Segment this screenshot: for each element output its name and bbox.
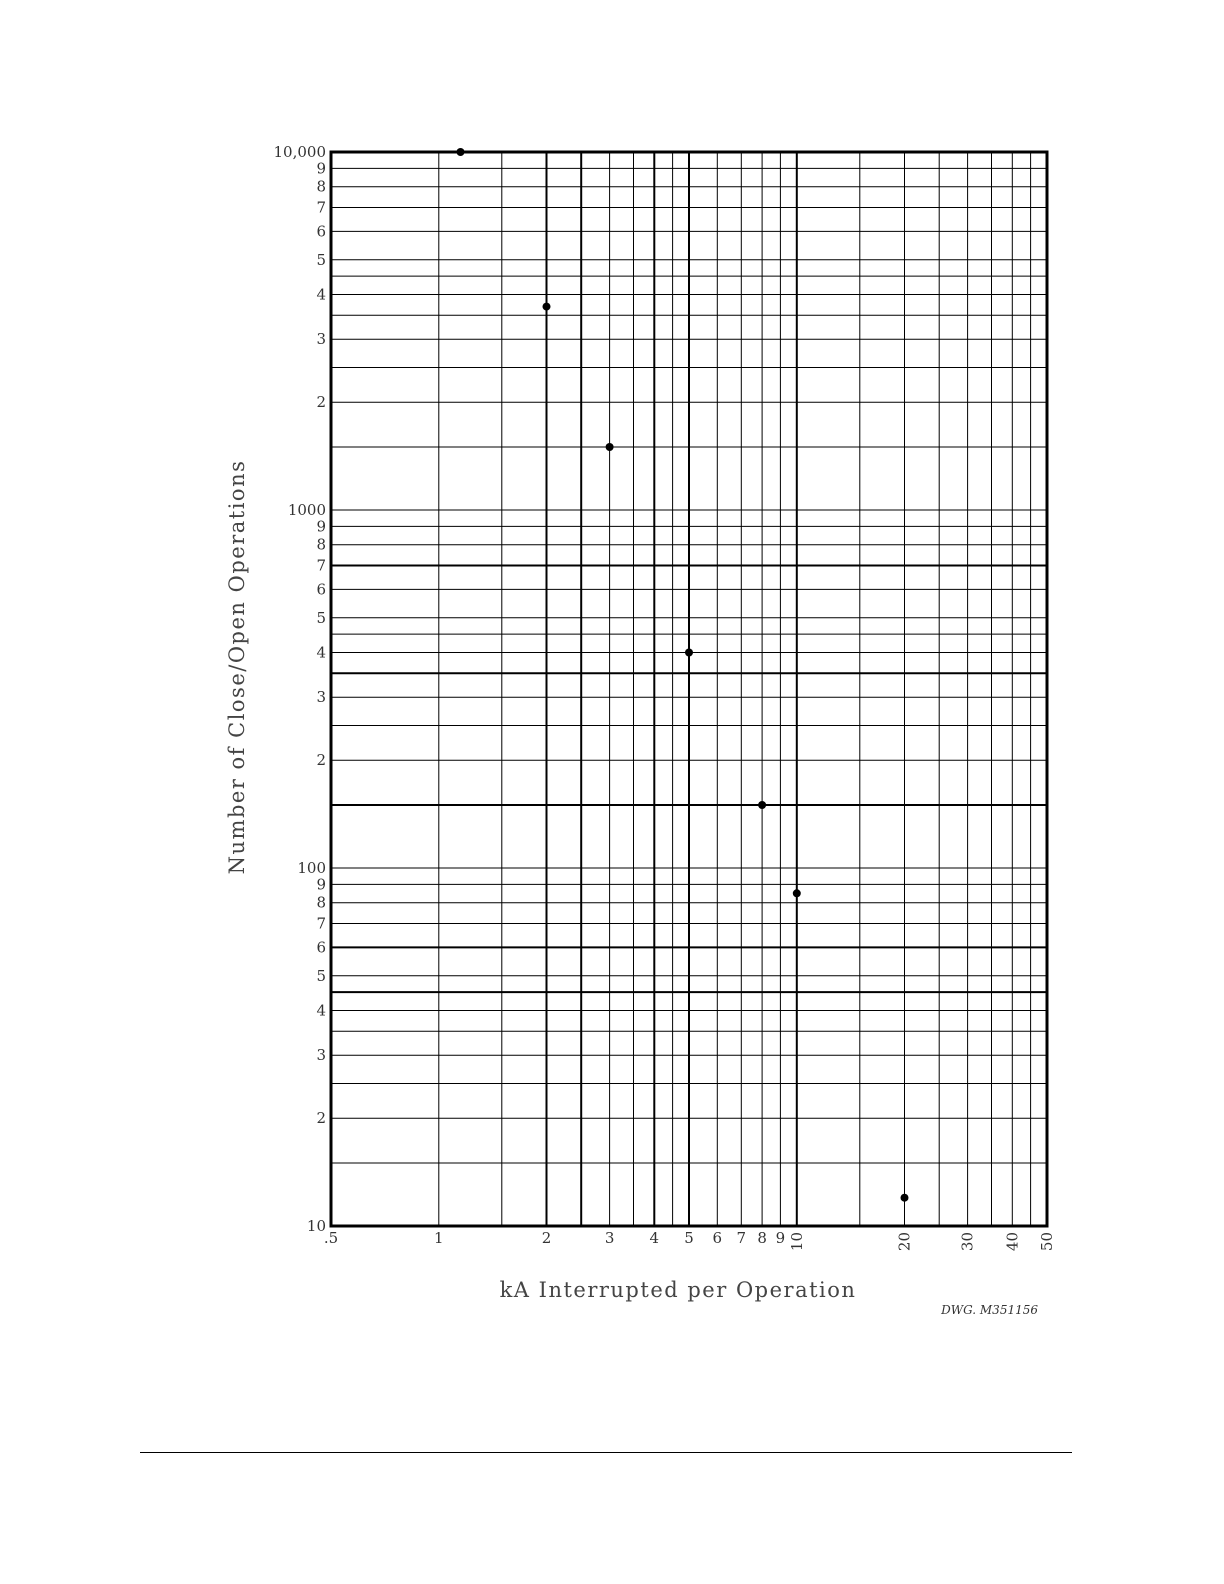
x-tick-label: 40 [1003,1232,1022,1252]
data-point [457,148,465,156]
y-tick-label: 7 [316,556,326,575]
y-tick-label: 8 [316,177,326,196]
data-point [901,1194,909,1202]
x-tick-label: 7 [736,1229,747,1247]
y-tick-label: 10,000 [273,143,326,161]
y-tick-label: 4 [316,285,326,304]
x-tick-label: 3 [604,1229,615,1247]
y-tick-label: 5 [316,250,326,269]
y-tick-label: 7 [316,914,326,933]
y-tick-label: 7 [316,198,326,217]
y-tick-label: 5 [316,608,326,627]
x-tick-label: 2 [541,1229,552,1247]
drawing-number: DWG. M351156 [941,1303,1038,1317]
x-tick-label: 30 [958,1232,977,1252]
y-tick-label: 4 [316,643,326,662]
y-tick-label: 10 [306,1217,326,1235]
data-point [793,889,801,897]
footer-rule [140,1452,1072,1453]
y-tick-label: 3 [316,330,326,349]
x-tick-label: 1 [434,1229,444,1247]
y-tick-label: 100 [297,859,326,877]
x-tick-label: .5 [323,1229,339,1247]
y-axis-title: Number of Close/Open Operations [225,459,249,875]
y-tick-label: 6 [316,938,326,957]
y-tick-label: 6 [316,580,326,599]
x-tick-label: 50 [1038,1232,1056,1252]
data-point [606,443,614,451]
y-tick-label: 6 [316,222,326,241]
x-tick-label: 4 [649,1229,660,1247]
y-tick-label: 2 [316,751,326,770]
y-tick-label: 2 [316,393,326,412]
data-points [457,148,909,1202]
x-tick-label: 8 [757,1229,767,1247]
y-tick-label: 3 [316,688,326,707]
x-tick-label: 20 [895,1232,914,1252]
y-tick-labels [274,143,327,1235]
grid [331,152,1047,1226]
x-tick-labels [324,1229,1056,1251]
data-point [685,649,693,657]
data-point [543,303,551,311]
x-tick-label: 6 [712,1229,723,1247]
y-tick-label: 4 [316,1001,326,1020]
x-tick-label: 9 [775,1229,786,1247]
y-tick-label: 3 [316,1046,326,1065]
x-tick-label: 10 [787,1232,806,1252]
x-tick-label: 5 [684,1229,694,1247]
x-axis-title: kA Interrupted per Operation [499,1278,857,1302]
data-point [758,801,766,809]
y-tick-label: 1000 [287,501,326,519]
y-tick-label: 8 [316,893,326,912]
y-tick-label: 9 [316,517,326,536]
y-tick-label: 2 [316,1109,326,1128]
y-tick-label: 9 [316,875,326,894]
y-tick-label: 5 [316,966,326,985]
y-tick-label: 8 [316,535,326,554]
y-tick-label: 9 [316,159,326,178]
